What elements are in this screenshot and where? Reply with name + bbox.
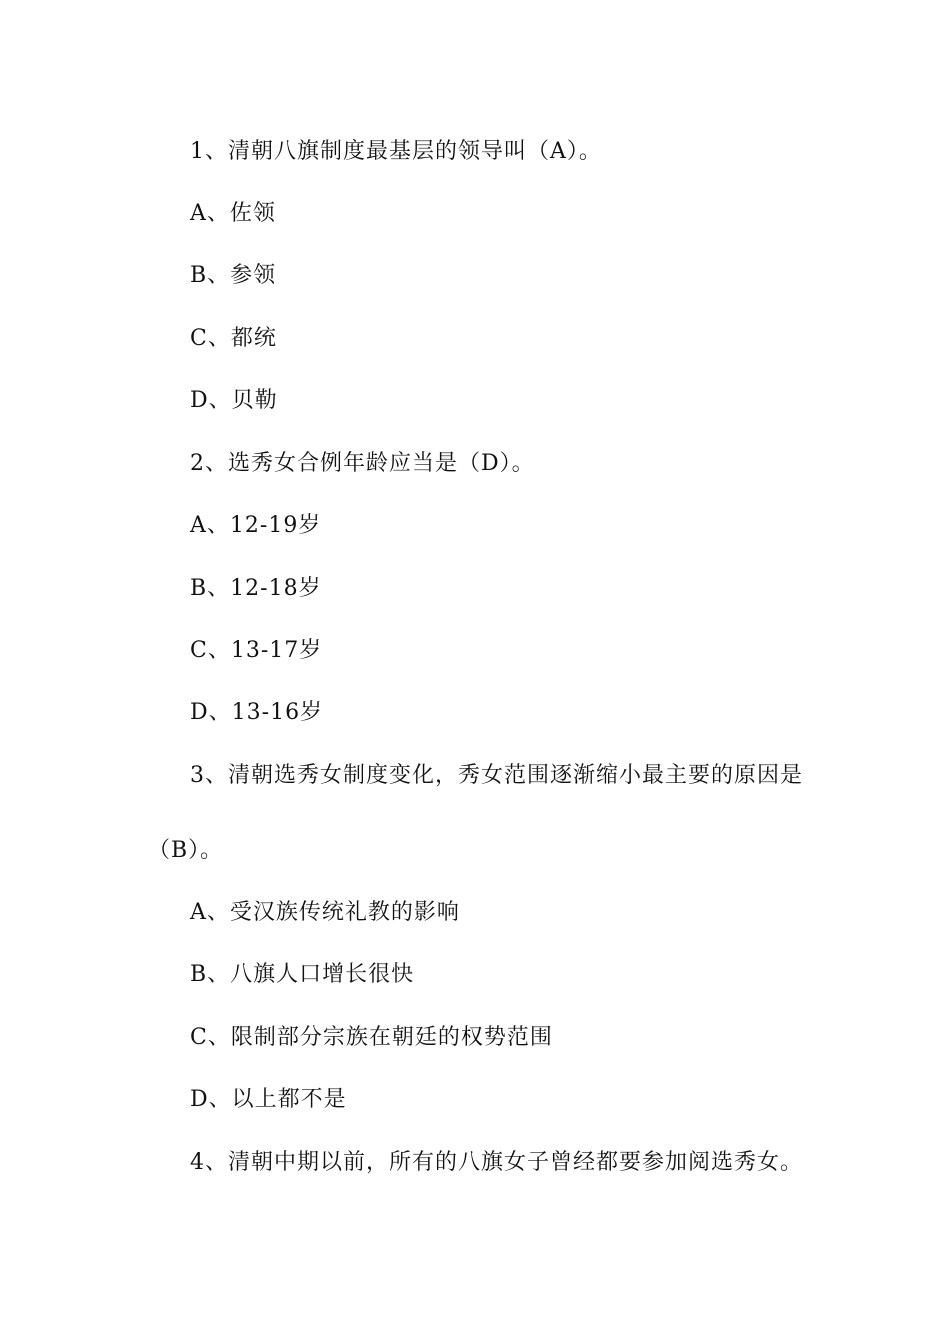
- question-2-option-c: C、13-17岁: [190, 638, 323, 663]
- question-1-option-b: B、参领: [190, 263, 277, 288]
- question-1: 1、清朝八旗制度最基层的领导叫（A）。: [190, 139, 602, 164]
- question-3-option-c: C、限制部分宗族在朝廷的权势范围: [190, 1025, 553, 1050]
- question-3-option-a: A、受汉族传统礼教的影响: [190, 900, 460, 925]
- question-2-option-a: A、12-19岁: [190, 513, 322, 538]
- question-1-option-a: A、佐领: [190, 201, 276, 226]
- question-3-option-d: D、以上都不是: [190, 1087, 347, 1112]
- question-1-option-c: C、都统: [190, 326, 277, 351]
- question-2-option-b: B、12-18岁: [190, 576, 322, 601]
- question-2-option-d: D、13-16岁: [190, 700, 324, 725]
- question-4: 4、清朝中期以前，所有的八旗女子曾经都要参加阅选秀女。: [190, 1150, 803, 1175]
- question-3-option-b: B、八旗人口增长很快: [190, 962, 415, 987]
- question-2: 2、选秀女合例年龄应当是（D）。: [190, 451, 535, 476]
- question-3: 3、清朝选秀女制度变化，秀女范围逐渐缩小最主要的原因是: [190, 763, 803, 788]
- question-1-option-d: D、贝勒: [190, 388, 278, 413]
- question-3-continuation: （B）。: [148, 838, 224, 863]
